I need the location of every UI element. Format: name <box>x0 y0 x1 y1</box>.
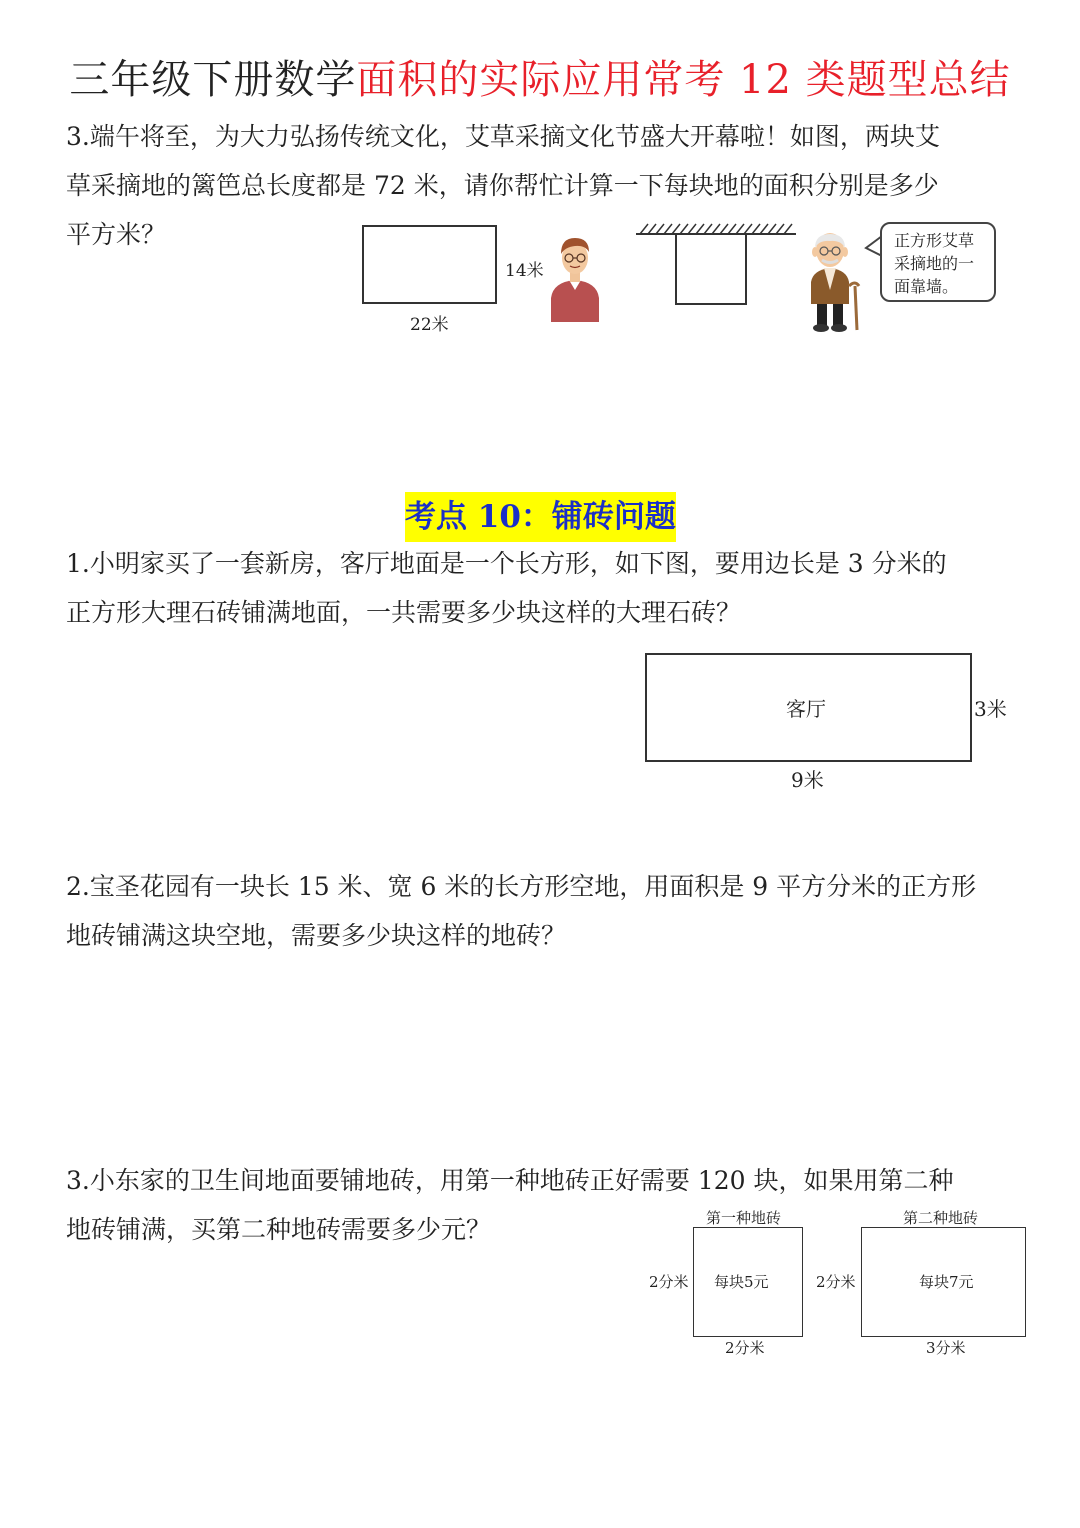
p3-line-1: 3.小东家的卫生间地面要铺地砖，用第一种地砖正好需要 120 块，如果用第二种 <box>66 1166 954 1195</box>
old-man-illustration <box>803 230 865 334</box>
p1-text <box>66 539 1016 637</box>
room-label: 客厅 <box>786 697 826 721</box>
tile1-bottom-label: 2分米 <box>725 1339 765 1357</box>
p1-line-1: 1.小明家买了一套新房，客厅地面是一个长方形，如下图，要用边长是 3 分米的 <box>66 549 947 578</box>
page-title <box>0 52 1080 108</box>
p1-line-2: 正方形大理石砖铺满地面，一共需要多少块这样的大理石砖？ <box>66 598 742 627</box>
title-black-part: 三年级下册数学 <box>69 57 357 103</box>
p2-line-1: 2.宝圣花园有一块长 15 米、宽 6 米的长方形空地，用面积是 9 平方分米的正方形 <box>66 872 977 901</box>
title-red-part: 面积的实际应用常考 12 类题型总结 <box>356 57 1011 103</box>
p2-line-2: 地砖铺满这块空地，需要多少块这样的地砖？ <box>66 921 567 950</box>
tile2-title: 第二种地砖 <box>903 1209 979 1227</box>
square-plot <box>674 234 748 306</box>
speech-line-1: 正方形艾草 <box>894 231 975 250</box>
tile1-price: 每块5元 <box>714 1273 769 1291</box>
q3-line-3: 平方米？ <box>66 220 167 249</box>
q3-line-1: 3.端午将至，为大力弘扬传统文化，艾草采摘文化节盛大开幕啦！如图，两块艾 <box>66 122 940 151</box>
young-man-illustration <box>545 232 605 322</box>
room-width-label: 9米 <box>791 768 824 792</box>
tile1-side-label: 2分米 <box>649 1273 689 1291</box>
room-height-label: 3米 <box>974 697 1007 721</box>
q3-line-2: 草采摘地的篱笆总长度都是 72 米，请你帮忙计算一下每块地的面积分别是多少 <box>66 171 939 200</box>
tile1-title: 第一种地砖 <box>706 1209 782 1227</box>
tile2-bottom-label: 3分米 <box>926 1339 966 1357</box>
fence-rectangle <box>362 225 497 304</box>
speech-line-2: 采摘地的一 <box>894 254 975 273</box>
rect-height-label: 14米 <box>505 261 544 281</box>
tile2-side-label: 2分米 <box>816 1273 856 1291</box>
section-heading: 考点 10：铺砖问题 <box>405 492 676 542</box>
rect-width-label: 22米 <box>410 315 449 335</box>
tile2-price: 每块7元 <box>919 1273 974 1291</box>
speech-line-3: 面靠墙。 <box>894 277 959 296</box>
speech-bubble <box>880 222 996 302</box>
p2-text <box>66 862 1016 960</box>
p3-line-2: 地砖铺满，买第二种地砖需要多少元？ <box>66 1215 492 1244</box>
